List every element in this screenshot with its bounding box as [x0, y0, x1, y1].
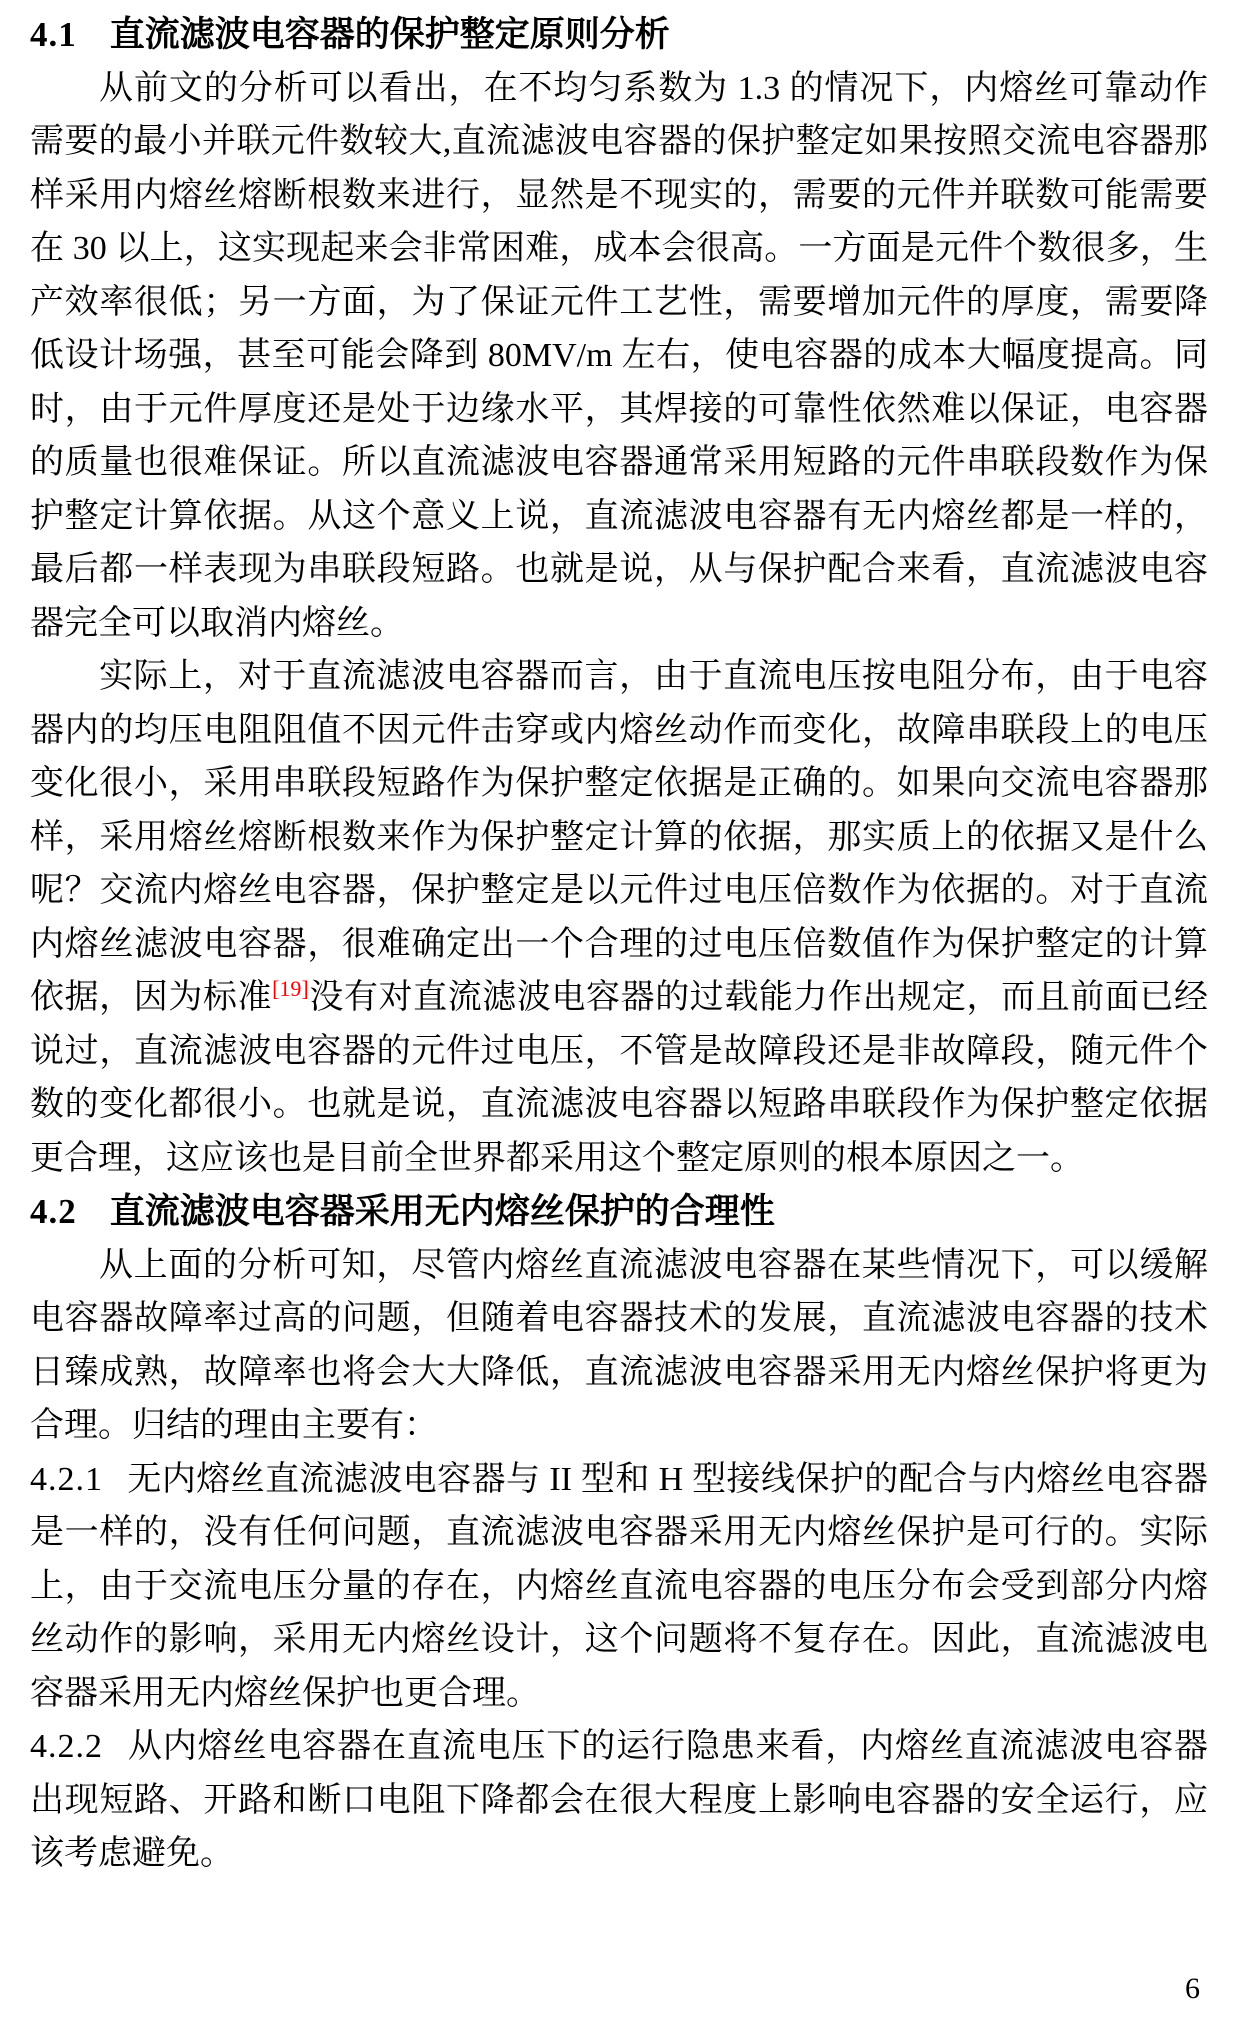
section-heading-4-2 — [30, 1185, 1208, 1239]
paragraph-2-text-after-citation: 没有对直流滤波电容器的过载能力作出规定，而且前面已经说过，直流滤波电容器的元件过电压，不管是故障段还是非故障段，随元件个数的变化都很小。也就是说，直流滤波电容器以短路串联段作为保护整定依据更合理，这应该也是目前全世界都采用这个整定原则的根本原因之一。 — [30, 979, 1209, 1177]
item-4-2-2-number: 4.2.2 — [30, 1728, 103, 1765]
section-heading-4-1 — [30, 8, 1208, 62]
item-4-2-2-text: 从内熔丝电容器在直流电压下的运行隐患来看，内熔丝直流滤波电容器出现短路、开路和断口电阻下降都会在很大程度上影响电容器的安全运行，应该考虑避免。 — [30, 1728, 1208, 1872]
section-4-2-number: 4.2 — [30, 1192, 77, 1231]
paragraph-2 — [30, 650, 1208, 1185]
section-4-1-number: 4.1 — [30, 15, 77, 54]
item-4-2-1-number: 4.2.1 — [30, 1460, 103, 1498]
section-4-2-title: 直流滤波电容器采用无内熔丝保护的合理性 — [109, 1192, 775, 1231]
list-item-4-2-2 — [30, 1720, 1208, 1881]
list-item-4-2-1 — [30, 1453, 1208, 1721]
paragraph-3: 从上面的分析可知，尽管内熔丝直流滤波电容器在某些情况下，可以缓解电容器故障率过高的问题，但随着电容器技术的发展，直流滤波电容器的技术日臻成熟，故障率也将会大大降低，直流滤波电容器采用无内熔丝保护将更为合理。归结的理由主要有： — [30, 1246, 1208, 1444]
section-4-1-title: 直流滤波电容器的保护整定原则分析 — [109, 15, 670, 54]
paragraph-1: 从前文的分析可以看出，在不均匀系数为 1.3 的情况下，内熔丝可靠动作需要的最小并联元件数较大,直流滤波电容器的保护整定如果按照交流电容器那样采用内熔丝熔断根数来进行，显然是不现实的，需要的元件并联数可能需要在 30 以上，这实现起来会非常困难，成本会很高。一方面是元件个数很多，生产效率很低；另一方面，为了保证元件工艺性，需要增加元件的厚度，需要降低设计场强，甚至可能会降到 80MV/m 左右，使电容器的成本大幅度提高。同时，由于元件厚度还是处于边缘水平，其焊接的可靠性依然难以保证，电容器的质量也很难保证。所以直流滤波电容器通常采用短路的元件串联段数作为保护整定计算依据。从这个意义上说，直流滤波电容器有无内熔丝都是一样的，最后都一样表现为串联段短路。也就是说，从与保护配合来看，直流滤波电容器完全可以取消内熔丝。 — [30, 69, 1208, 642]
paragraph-2-text-before-citation: 实际上，对于直流滤波电容器而言，由于直流电压按电阻分布，由于电容器内的均压电阻阻值不因元件击穿或内熔丝动作而变化，故障串联段上的电压变化很小，采用串联段短路作为保护整定依据是正确的。如果向交流电容器那样，采用熔丝熔断根数来作为保护整定计算的依据，那实质上的依据又是什么呢？交流内熔丝电容器，保护整定是以元件过电压倍数作为依据的。对于直流内熔丝滤波电容器，很难确定出一个合理的过电压倍数值作为保护整定的计算依据，因为标准 — [30, 658, 1208, 1016]
item-4-2-1-text: 无内熔丝直流滤波电容器与 II 型和 H 型接线保护的配合与内熔丝电容器是一样的，没有任何问题，直流滤波电容器采用无内熔丝保护是可行的。实际上，由于交流电压分量的存在，内熔丝直流电容器的电压分布会受到部分内熔丝动作的影响，采用无内熔丝设计，这个问题将不复存在。因此，直流滤波电容器采用无内熔丝保护也更合理。 — [30, 1460, 1208, 1712]
citation-ref-19[interactable]: [19] — [272, 975, 309, 1001]
page-number: 6 — [1185, 1972, 1200, 2005]
